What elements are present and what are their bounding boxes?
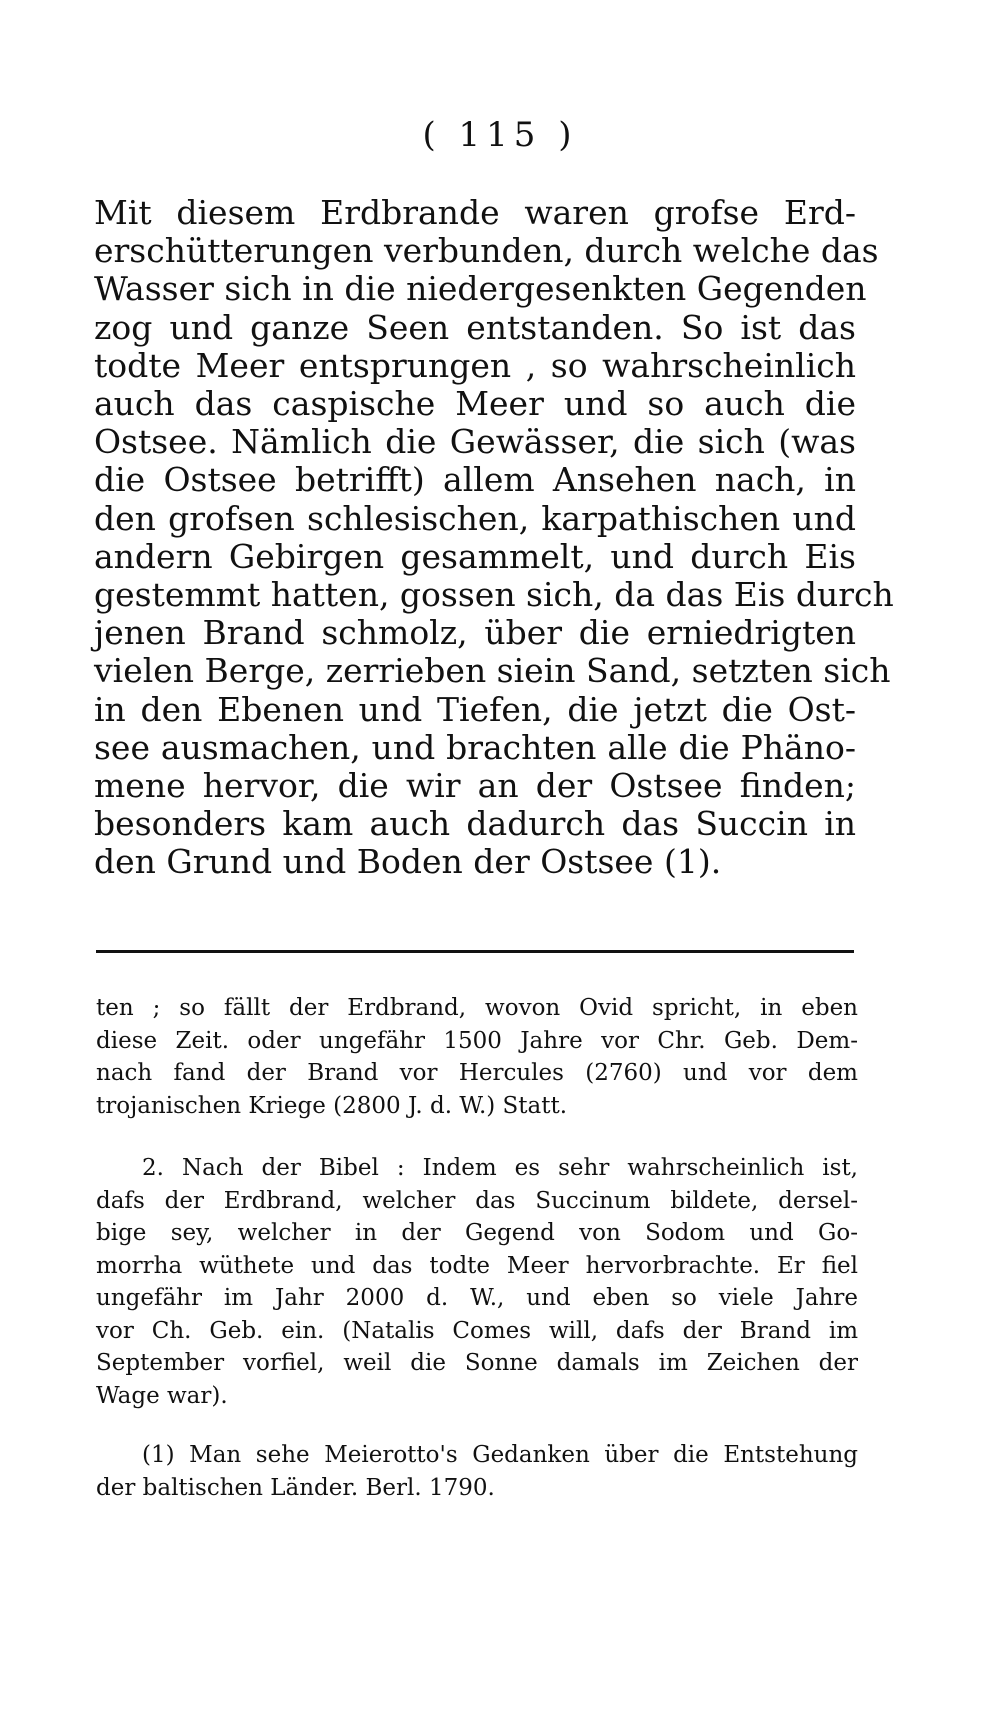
page-number: ( 115 ) [422,115,578,155]
footnote-line: der baltischen Länder. Berl. 1790. [96,1474,495,1501]
paragraph-line: vielen Berge, zerrieben siein Sand, setzten sich [94,651,891,691]
paragraph-line: auch das caspische Meer und so auch die [94,384,856,424]
paragraph-line: Wasser sich in die niedergesenkten Gegenden [94,269,867,309]
footnote-one [96,1439,858,1504]
paragraph-line: jenen Brand schmolz, über die erniedrigten [94,613,856,653]
footnote-line: ten ; so fällt der Erdbrand, wovon Ovid spricht, in eben [96,995,858,1021]
paragraph-line: Ostsee. Nämlich die Gewässer, die sich (was [94,422,856,462]
paragraph-line: Mit diesem Erdbrande waren grofse Erd- [94,193,856,232]
paragraph-line: die Ostsee betrifft) allem Ansehen nach, in [94,460,856,500]
footnote-line: vor Ch. Geb. ein. (Natalis Comes will, dafs der Brand im [96,1317,858,1344]
footnote-line: (1) Man sehe Meierotto's Gedanken über die Entstehung [142,1442,858,1468]
paragraph-line: erschütterungen verbunden, durch welche das [94,231,879,271]
main-paragraph [94,193,894,882]
footnote-line: nach fand der Brand vor Hercules (2760) und vor dem [96,1060,858,1086]
paragraph-line: den Grund und Boden der Ostsee (1). [94,842,722,882]
paragraph-line: andern Gebirgen gesammelt, und durch Eis [94,536,856,576]
paragraph-line: gestemmt hatten, gossen sich, da das Eis durch [94,575,894,615]
footnote-line: morrha wüthete und das todte Meer hervorbrachte. Er fiel [96,1252,858,1279]
footnote-two [96,1152,858,1412]
paragraph-line: zog und ganze Seen entstanden. So ist das [94,307,856,347]
paragraph-line: see ausmachen, und brachten alle die Phäno- [94,727,856,767]
footnote-line: Wage war). [96,1382,228,1409]
footnote-line: bige sey, welcher in der Gegend von Sodom und Go- [96,1220,858,1246]
paragraph-line: den grofsen schlesischen, karpathischen und [94,498,856,538]
paragraph-line: besonders kam auch dadurch das Succin in [94,804,856,844]
paragraph-line: mene hervor, die wir an der Ostsee finden; [94,766,856,806]
footnote-line: September vorfiel, weil die Sonne damals im Zeichen der [96,1350,858,1376]
footnote-line: ungefähr im Jahr 2000 d. W., und eben so viele Jahre [96,1285,858,1311]
footnote-line: trojanischen Kriege (2800 J. d. W.) Statt. [96,1092,568,1119]
footnote-continuation [96,992,858,1122]
paragraph-line: todte Meer entsprungen , so wahrscheinlich [94,345,856,385]
footnote-line: dafs der Erdbrand, welcher das Succinum bildete, dersel- [96,1187,858,1214]
footnote-line: diese Zeit. oder ungefähr 1500 Jahre vor Chr. Geb. Dem- [96,1027,858,1054]
paragraph-line: in den Ebenen und Tiefen, die jetzt die Ost- [94,689,856,729]
footnote-separator-rule [96,950,854,953]
footnote-line: 2. Nach der Bibel : Indem es sehr wahrscheinlich ist, [142,1155,858,1181]
